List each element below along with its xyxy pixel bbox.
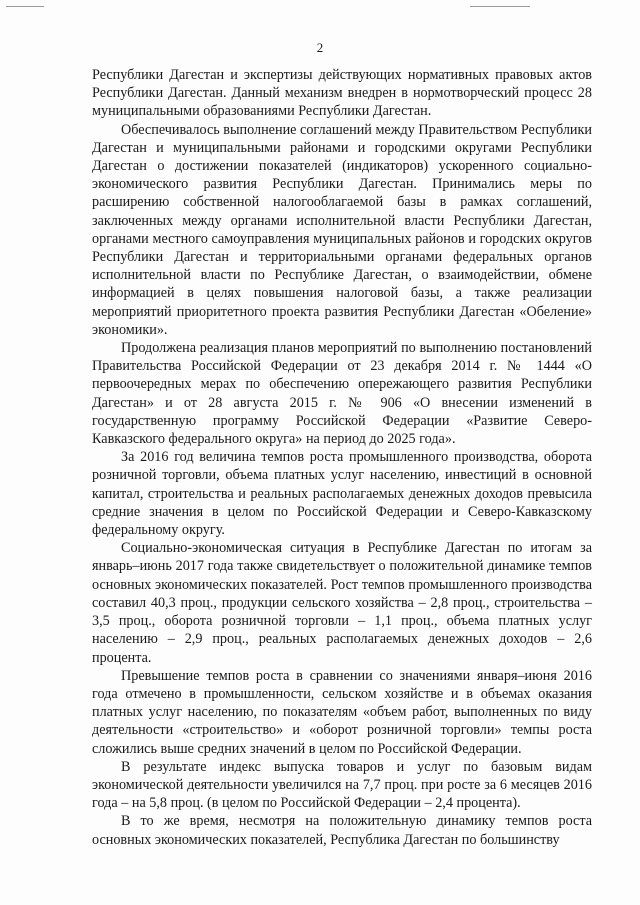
scan-artifact-line <box>470 6 530 7</box>
body-text <box>92 66 592 849</box>
paragraph: За 2016 год величина темпов роста промышленного производства, оборота розничной торговли, объема платных услуг населению, инвестиций в основной капитал, строительства и реальных располагаемых денежных доходов превысила средние значения в целом по Российской Федерации и Северо-Кавказскому федеральному округу. <box>92 449 592 539</box>
paragraph: В то же время, несмотря на положительную динамику темпов роста основных экономических показателей, Республика Дагестан по большинству <box>92 813 592 848</box>
page-number: 2 <box>316 40 324 55</box>
paragraph: В результате индекс выпуска товаров и услуг по базовым видам экономической деятельности увеличился на 7,7 проц. при росте за 6 месяцев 2016 года – на 5,8 проц. (в целом по Российской Федерации – 2,4 процента). <box>92 758 592 812</box>
paragraph: Республики Дагестан и экспертизы действующих нормативных правовых актов Республики Дагестан. Данный механизм внедрен в нормотворческий процесс 28 муниципальными образованиями Республики Дагестан. <box>92 67 592 120</box>
paragraph: Продолжена реализация планов мероприятий по выполнению постановлений Правительства Российской Федерации от 23 декабря 2014 г. № 1444 «О первоочередных мерах по обеспечению опережающего развития Республики Дагестан» и от 28 августа 2015 г. № 906 «О внесении изменений в государственную программу Российской Федерации «Развитие Северо-Кавказского федерального округа» на период до 2025 года». <box>92 340 592 448</box>
scan-artifact-line <box>6 6 44 7</box>
paragraph: Социально-экономическая ситуация в Республике Дагестан по итогам за январь–июнь 2017 года также свидетельствует о положительной динамике темпов основных экономических показателей. Рост темпов промышленного производства составил 40,3 проц., продукции сельского хозяйства – 2,8 проц., строительства – 3,5 проц., оборота розничной торговли – 1,1 проц., объема платных услуг населению – 2,9 проц., реальных располагаемых денежных доходов – 2,6 процента. <box>92 540 592 666</box>
paragraph: Обеспечивалось выполнение соглашений между Правительством Республики Дагестан и муниципальными районами и городскими округами Республики Дагестан о достижении показателей (индикаторов) ускоренного социально-экономического развития Республики Дагестан. Принимались меры по расширению собственной налогооблагаемой базы в рамках соглашений, заключенных между органами исполнительной власти Республики Дагестан, органами местного самоуправления муниципальных районов и городских округов Республики Дагестан и территориальными органами федеральных органов исполнительной власти по Республике Дагестан, о взаимодействии, обмене информацией в целях повышения налоговой базы, а также реализации мероприятий приоритетного проекта развития Республики Дагестан «Обеление» экономики». <box>92 121 592 338</box>
paragraph: Превышение темпов роста в сравнении со значениями января–июня 2016 года отмечено в промышленности, сельском хозяйстве и в объемах оказания платных услуг населению, по показателям «объем работ, выполненных по виду деятельности «строительство» и «оборот розничной торговли» темпы роста сложились выше средних значений в целом по Российской Федерации. <box>92 667 592 757</box>
